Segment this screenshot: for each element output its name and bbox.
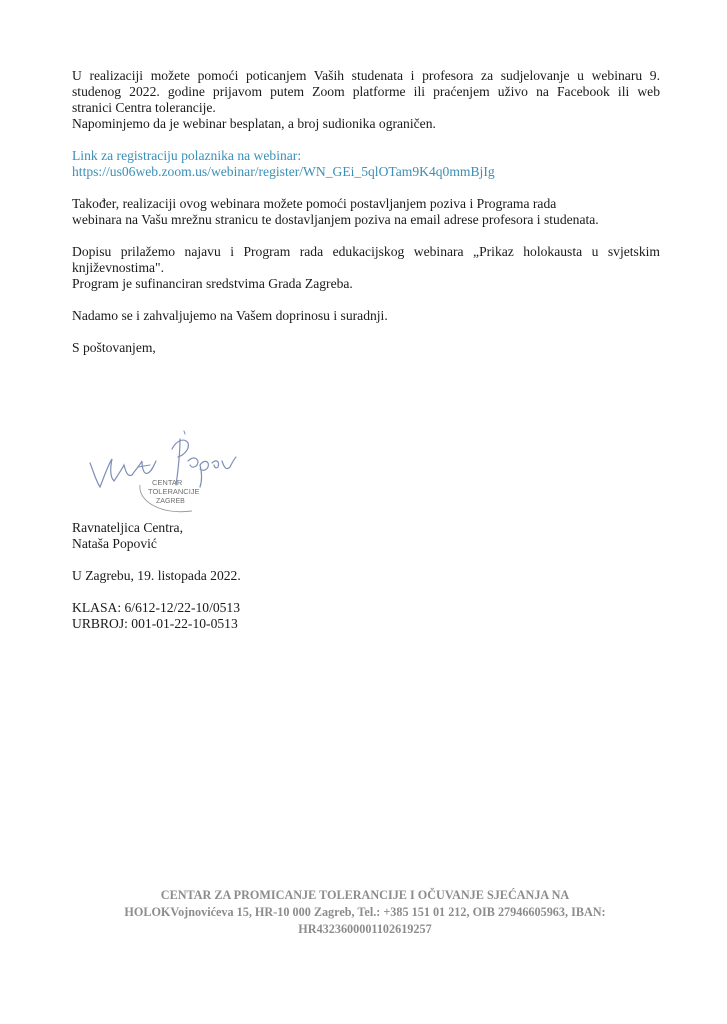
greeting xyxy=(72,340,660,356)
klasa-number: KLASA: 6/612-12/22-10/0513 xyxy=(72,600,241,615)
signature-and-stamp xyxy=(80,425,250,520)
registration-link[interactable]: https://us06web.zoom.us/webinar/register/WN_GEi_5qlOTam9K4q0mmBjIg xyxy=(72,164,495,179)
spacer xyxy=(72,552,241,568)
footer-line: HR4323600001102619257 xyxy=(298,922,432,936)
stamp-text-line2: TOLERANCIJE xyxy=(148,487,200,496)
greeting-text: S poštovanjem, xyxy=(72,340,156,355)
spacer xyxy=(72,584,241,600)
paragraph-attachment xyxy=(72,244,660,292)
paragraph-line: Također, realizaciji ovog webinara možete pomoći postavljanjem poziva i Programa rada xyxy=(72,196,557,211)
paragraph-line: webinara na Vašu mrežnu stranicu te dostavljanjem poziva na email adrese profesora i studenata. xyxy=(72,212,599,227)
stamp-text-line1: CENTAR xyxy=(152,478,183,487)
closing-block xyxy=(72,520,241,632)
paragraph-participation xyxy=(72,68,660,132)
paragraph-line: stranici Centra tolerancije. xyxy=(72,100,216,115)
paragraph-line: Napominjemo da je webinar besplatan, a broj sudionika ograničen. xyxy=(72,116,436,131)
registration-link-block xyxy=(72,148,660,180)
signatory-title: Ravnateljica Centra, xyxy=(72,520,183,535)
registration-link-label: Link za registraciju polaznika na webinar: xyxy=(72,148,302,163)
urbroj-number: URBROJ: 001-01-22-10-0513 xyxy=(72,616,238,631)
paragraph-promotion xyxy=(72,196,660,228)
footer-line: CENTAR ZA PROMICANJE TOLERANCIJE I OČUVANJE SJEĆANJA NA xyxy=(160,888,570,902)
paragraph-line: Dopisu prilažemo najavu i Program rada edukacijskog webinara „Prikaz holokausta u svjetskim xyxy=(72,244,660,259)
letter-body xyxy=(72,68,660,372)
paragraph-line: Nadamo se i zahvaljujemo na Vašem doprinosu i suradnji. xyxy=(72,308,388,323)
paragraph-thanks xyxy=(72,308,660,324)
signature-graphic xyxy=(80,425,250,520)
letter-footer xyxy=(60,887,670,938)
stamp-text-line3: ZAGREB xyxy=(156,498,185,505)
paragraph-line: Program je sufinanciran sredstvima Grada Zagreba. xyxy=(72,276,353,291)
paragraph-line: studenog 2022. godine prijavom putem Zoom platforme ili praćenjem uživo na Facebook ili web xyxy=(72,84,660,99)
footer-line: HOLOKVojnovićeva 15, HR-10 000 Zagreb, Tel.: +385 151 01 212, OIB 27946605963, IBAN: xyxy=(124,905,606,919)
signatory-name: Nataša Popović xyxy=(72,536,157,551)
place-date: U Zagrebu, 19. listopada 2022. xyxy=(72,568,241,583)
paragraph-line: U realizaciji možete pomoći poticanjem Vaših studenata i profesora za sudjelovanje u webinaru 9. xyxy=(72,68,660,83)
paragraph-line: književnostima". xyxy=(72,260,165,275)
